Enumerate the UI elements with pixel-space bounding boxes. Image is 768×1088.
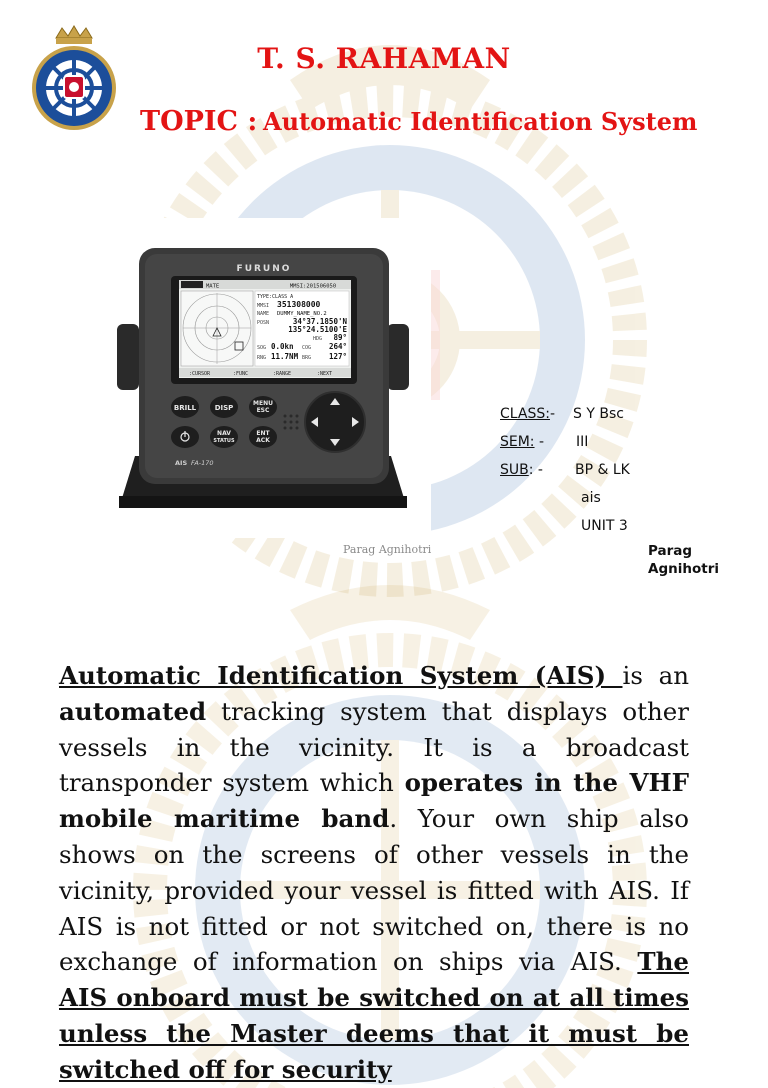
disp-label: DISP: [214, 404, 234, 412]
screen-posn-label: POSN: [257, 320, 270, 326]
screen-cog-label: COG: [302, 345, 312, 351]
screen-mmsi-label: MMSI: [257, 303, 270, 309]
screen-hdg-label: HDG: [313, 336, 323, 342]
body-text-c: tracking system that displays other vessels in the vicinity. It is a broadcast transponder system which: [59, 696, 689, 798]
device-brand: FURUNO: [236, 264, 292, 274]
screen-footer-range: :RANGE: [273, 371, 292, 377]
info-line-unit: UNIT 3: [581, 518, 628, 534]
screen-footer-next: :NEXT: [317, 371, 333, 377]
ais-device-drawing: [95, 218, 431, 538]
screen-footer-cursor: :CURSOR: [189, 371, 211, 377]
page-title: T. S. RAHAMAN: [257, 42, 511, 75]
model-prefix: AIS: [175, 459, 188, 467]
topic-heading: [140, 106, 697, 137]
nav-label: NAV: [217, 430, 231, 437]
screen-rng-label: RNG: [257, 355, 267, 361]
topic-value: Automatic Identification System: [262, 107, 698, 136]
info-line-ais: ais: [581, 490, 601, 506]
body-text-a: is an: [622, 661, 689, 690]
body-text-d: . Your own ship also shows on the screens of other vessels in the vicinity, provided your vessel is fitted with AIS. If AIS is not fitted or not switched on, there is no exchange of information on ships via AIS.: [59, 804, 689, 977]
body-bold-automated: automated: [59, 696, 207, 726]
menu-label: MENU: [253, 400, 273, 407]
photo-credit: Parag Agnihotri: [343, 543, 432, 556]
class-value: S Y Bsc: [573, 406, 624, 422]
body-bold-vhf: operates in the VHF mobile maritime band: [59, 768, 689, 834]
screen-mode: MATE: [206, 283, 220, 290]
ent-label: ENT: [256, 430, 270, 437]
sub-sep: : -: [528, 462, 543, 478]
body-paragraph: [59, 658, 689, 1088]
author-name: Parag Agnihotri: [648, 543, 719, 577]
institute-logo: [28, 24, 120, 132]
topic-label: TOPIC :: [140, 106, 258, 137]
class-label: CLASS:: [500, 406, 550, 422]
screen-lat: 34°37.1850'N: [292, 317, 347, 326]
sem-label: SEM:: [500, 434, 535, 450]
brill-label: BRILL: [173, 404, 197, 412]
sem-value: III: [576, 434, 589, 450]
screen-brg-label: BRG: [302, 355, 312, 361]
screen-sog-value: 0.0kn: [271, 342, 294, 351]
model-name: FA-170: [191, 459, 214, 467]
class-row: [500, 406, 624, 422]
esc-label: ESC: [256, 407, 270, 414]
ack-label: ACK: [256, 437, 270, 444]
status-label: STATUS: [213, 438, 235, 444]
screen-brg-value: 127°: [328, 352, 347, 361]
body-term: Automatic Identification System (AIS): [59, 661, 623, 690]
screen-mmsi-header: MMSI:201506050: [289, 283, 337, 290]
screen-type: TYPE:CLASS A: [257, 294, 294, 300]
body-bold-warning: The AIS onboard must be switched on at all times unless the Master deems that it must be switched off for security: [59, 947, 689, 1084]
sub-row: [500, 462, 630, 478]
sub-value: BP & LK: [575, 462, 630, 478]
sem-row: [500, 434, 589, 450]
ais-device-photo: [95, 218, 431, 538]
sem-sep: -: [534, 434, 545, 450]
class-sep: -: [549, 406, 556, 422]
screen-sog-label: SOG: [257, 345, 267, 351]
screen-lon: 135°24.5100'E: [288, 325, 347, 334]
screen-mmsi-value: 351308000: [277, 300, 321, 309]
screen-cog-value: 264°: [328, 342, 347, 351]
screen-name-label: NAME: [257, 311, 270, 317]
screen-name-value: DUMMY_NAME_NO.2: [277, 311, 327, 317]
screen-hdg-value: 89°: [333, 333, 347, 342]
screen-rng-value: 11.7NM: [271, 352, 299, 361]
screen-footer-func: :FUNC: [233, 371, 249, 377]
sub-label: SUB: [500, 462, 529, 478]
